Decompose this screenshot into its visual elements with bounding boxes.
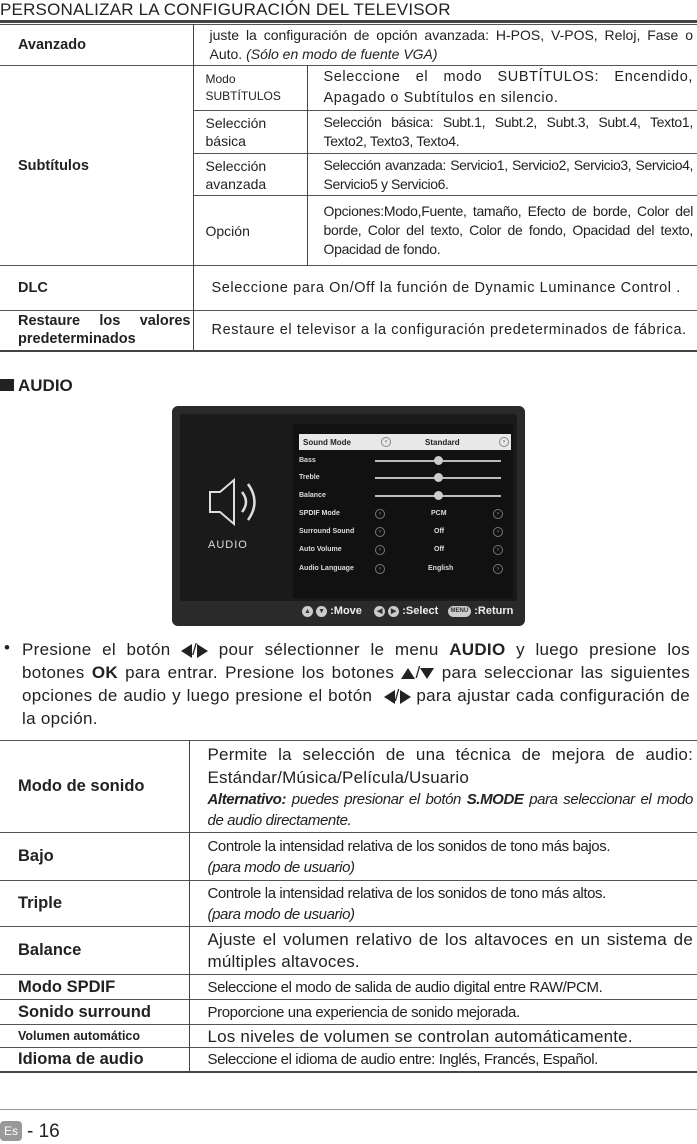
instr-text: Presione el botón (22, 640, 171, 659)
row-description (189, 833, 697, 881)
instr-text: para ajustar cada configuración de la opción. (22, 686, 690, 728)
section-square-icon (0, 379, 14, 391)
right-arrow-icon[interactable]: › (493, 564, 503, 574)
right-arrow-icon (400, 690, 411, 704)
sub-row-description: Selección avanzada: Servicio1, Servicio2, Servicio3, Servicio4, Servicio5 y Servicio6. (307, 154, 697, 196)
row-restaure (0, 311, 697, 351)
left-arrow-icon[interactable]: ‹ (375, 527, 385, 537)
row-label: Idioma de audio (0, 1048, 189, 1072)
row-label: Restaure los valores predeterminados (0, 311, 193, 351)
row-label: Balance (0, 927, 189, 975)
bass-slider-knob[interactable] (434, 456, 443, 465)
menu-button-icon: MENU (448, 606, 472, 617)
slash: / (192, 640, 198, 659)
row-description (189, 927, 697, 975)
auto-volume-label: Auto Volume (299, 546, 342, 553)
sub-row-name: Modo SUBTÍTULOS (193, 66, 307, 111)
left-arrow-icon[interactable]: ‹ (381, 437, 391, 447)
row-bajo (0, 833, 697, 881)
header-rule (0, 20, 697, 23)
audio-language-value: English (428, 565, 454, 572)
balance-slider-knob[interactable] (434, 491, 443, 500)
row-label: Sonido surround (0, 1000, 189, 1025)
page-dash: - (27, 1121, 34, 1142)
sound-mode-row[interactable] (299, 434, 511, 450)
footer-rule (0, 1109, 697, 1110)
row-description: Seleccione el modo de salida de audio digital entre RAW/PCM. (189, 975, 697, 1000)
row-label: Volumen automático (0, 1025, 189, 1048)
row-description (193, 25, 697, 66)
left-arrow-icon[interactable]: ‹ (375, 564, 385, 574)
row-description (189, 741, 697, 833)
sound-mode-label: Sound Mode (303, 438, 351, 447)
left-button-icon: ◀ (374, 606, 385, 617)
left-arrow-icon (181, 644, 192, 658)
treble-label: Treble (299, 474, 320, 481)
right-arrow-icon[interactable]: › (493, 527, 503, 537)
language-badge: Es (0, 1121, 22, 1141)
ok-keyword: OK (91, 663, 118, 682)
surround-sound-label: Surround Sound (299, 528, 355, 535)
up-button-icon: ▲ (302, 606, 313, 617)
return-hint: :Return (474, 605, 514, 617)
bass-label: Bass (299, 457, 316, 464)
instr-text: para entrar. Presione los botones (125, 663, 395, 682)
row-description: Proporcione una experiencia de sonido mejorada. (189, 1000, 697, 1025)
row-avanzado (0, 25, 697, 66)
sub-row-name: Opción (193, 196, 307, 266)
row-modo-spdif (0, 975, 697, 1000)
slash: / (415, 663, 421, 682)
balance-label: Balance (299, 492, 326, 499)
row-label: Triple (0, 881, 189, 927)
row-description: Seleccione para On/Off la función de Dynamic Luminance Control . (193, 266, 697, 311)
row-description (189, 881, 697, 927)
row-label: Subtítulos (0, 66, 193, 266)
page-number-value: 16 (38, 1121, 60, 1142)
alt-text: puedes presionar el botón (291, 790, 461, 808)
audio-keyword: AUDIO (449, 640, 506, 659)
sound-mode-value: Standard (425, 438, 460, 447)
speaker-icon (198, 474, 268, 534)
row-label: DLC (0, 266, 193, 311)
alt-text: para seleccionar el modo de audio directamente. (207, 790, 693, 829)
row-label: Bajo (0, 833, 189, 881)
row-label: Avanzado (0, 25, 193, 66)
bullet-marker: • (4, 638, 10, 657)
tv-audio-menu (172, 406, 525, 626)
desc-note: (para modo de usuario) (207, 858, 355, 876)
sub-row-name: Selección básica (193, 111, 307, 154)
sub-row-name: Selección avanzada (193, 154, 307, 196)
smode-keyword: S.MODE (466, 790, 524, 808)
advanced-settings-table (0, 24, 697, 352)
sub-row-description: Seleccione el modo SUBTÍTULOS: Encendido, Apagado o Subtítulos en silencio. (307, 66, 697, 111)
row-balance (0, 927, 697, 975)
down-button-icon: ▼ (316, 606, 327, 617)
auto-volume-value: Off (434, 546, 445, 553)
instr-text: pour sélectionner le menu (218, 640, 439, 659)
desc-note: (para modo de usuario) (207, 905, 355, 923)
move-hint: :Move (330, 605, 362, 617)
row-idioma-de-audio (0, 1048, 697, 1072)
audio-instructions (22, 638, 690, 730)
sub-row-description: Selección básica: Subt.1, Subt.2, Subt.3, Subt.4, Texto1, Texto2, Texto3, Texto4. (307, 111, 697, 154)
surround-sound-value: Off (434, 528, 445, 535)
row-description: Los niveles de volumen se controlan automáticamente. (189, 1025, 697, 1048)
audio-icon-label: AUDIO (208, 539, 248, 551)
desc-text: Permite la selección de una técnica de mejora de audio: Estándar/Música/Película/Usuario (207, 744, 693, 787)
down-arrow-icon (420, 668, 434, 679)
instr-text: y luego presione los botones (22, 640, 690, 682)
row-sonido-surround (0, 1000, 697, 1025)
row-description: Restaure el televisor a la configuración predeterminados de fábrica. (193, 311, 697, 351)
slash: / (394, 686, 400, 705)
desc-text: Ajuste el volumen relativo de los altavoces en un sistema de múltiples altavoces. (207, 929, 693, 971)
tv-screen (180, 414, 517, 601)
audio-section-label: AUDIO (18, 376, 73, 395)
sub-row-description: Opciones:Modo,Fuente, tamaño, Efecto de borde, Color del borde, Color del texto, Color de fondo, Opacidad del texto, Opacidad de fondo. (307, 196, 697, 266)
audio-language-label: Audio Language (299, 565, 354, 572)
treble-slider-knob[interactable] (434, 473, 443, 482)
audio-options-table (0, 740, 697, 1073)
row-label: Modo SPDIF (0, 975, 189, 1000)
desc-text: Controle la intensidad relativa de los sonidos de tono más bajos. (207, 837, 611, 855)
desc-text: Controle la intensidad relativa de los sonidos de tono más altos. (207, 884, 606, 902)
row-volumen-automatico (0, 1025, 697, 1048)
left-arrow-icon (384, 690, 395, 704)
row-dlc (0, 266, 697, 311)
instr-text: para seleccionar las siguientes opciones de audio y luego presione el botón (22, 663, 691, 705)
page-header-title: PERSONALIZAR LA CONFIGURACIÓN DEL TELEVISOR (0, 0, 451, 19)
left-arrow-icon[interactable]: ‹ (375, 509, 385, 519)
audio-section-title (0, 376, 73, 396)
menu-panel (293, 424, 513, 598)
row-triple (0, 881, 697, 927)
left-arrow-icon[interactable]: ‹ (375, 545, 385, 555)
row-modo-de-sonido (0, 741, 697, 833)
page-number (27, 1121, 60, 1143)
up-arrow-icon (401, 668, 415, 679)
row-description: Seleccione el idioma de audio entre: Inglés, Francés, Español. (189, 1048, 697, 1072)
right-arrow-icon[interactable]: › (493, 545, 503, 555)
row-label: Modo de sonido (0, 741, 189, 833)
alt-label: Alternativo: (207, 790, 287, 808)
spdif-mode-value: PCM (431, 510, 447, 517)
right-button-icon: ▶ (388, 606, 399, 617)
desc-text: juste la configuración de opción avanzada: H-POS, V-POS, Reloj, Fase o Auto. (209, 27, 693, 62)
select-hint: :Select (402, 605, 439, 617)
right-arrow-icon (197, 644, 208, 658)
spdif-mode-label: SPDIF Mode (299, 510, 340, 517)
right-arrow-icon[interactable]: › (493, 509, 503, 519)
desc-note: (Sólo en modo de fuente VGA) (246, 46, 438, 62)
tv-menu-footer (302, 605, 513, 617)
right-arrow-icon[interactable]: › (499, 437, 509, 447)
row-subtitulos (0, 66, 697, 111)
